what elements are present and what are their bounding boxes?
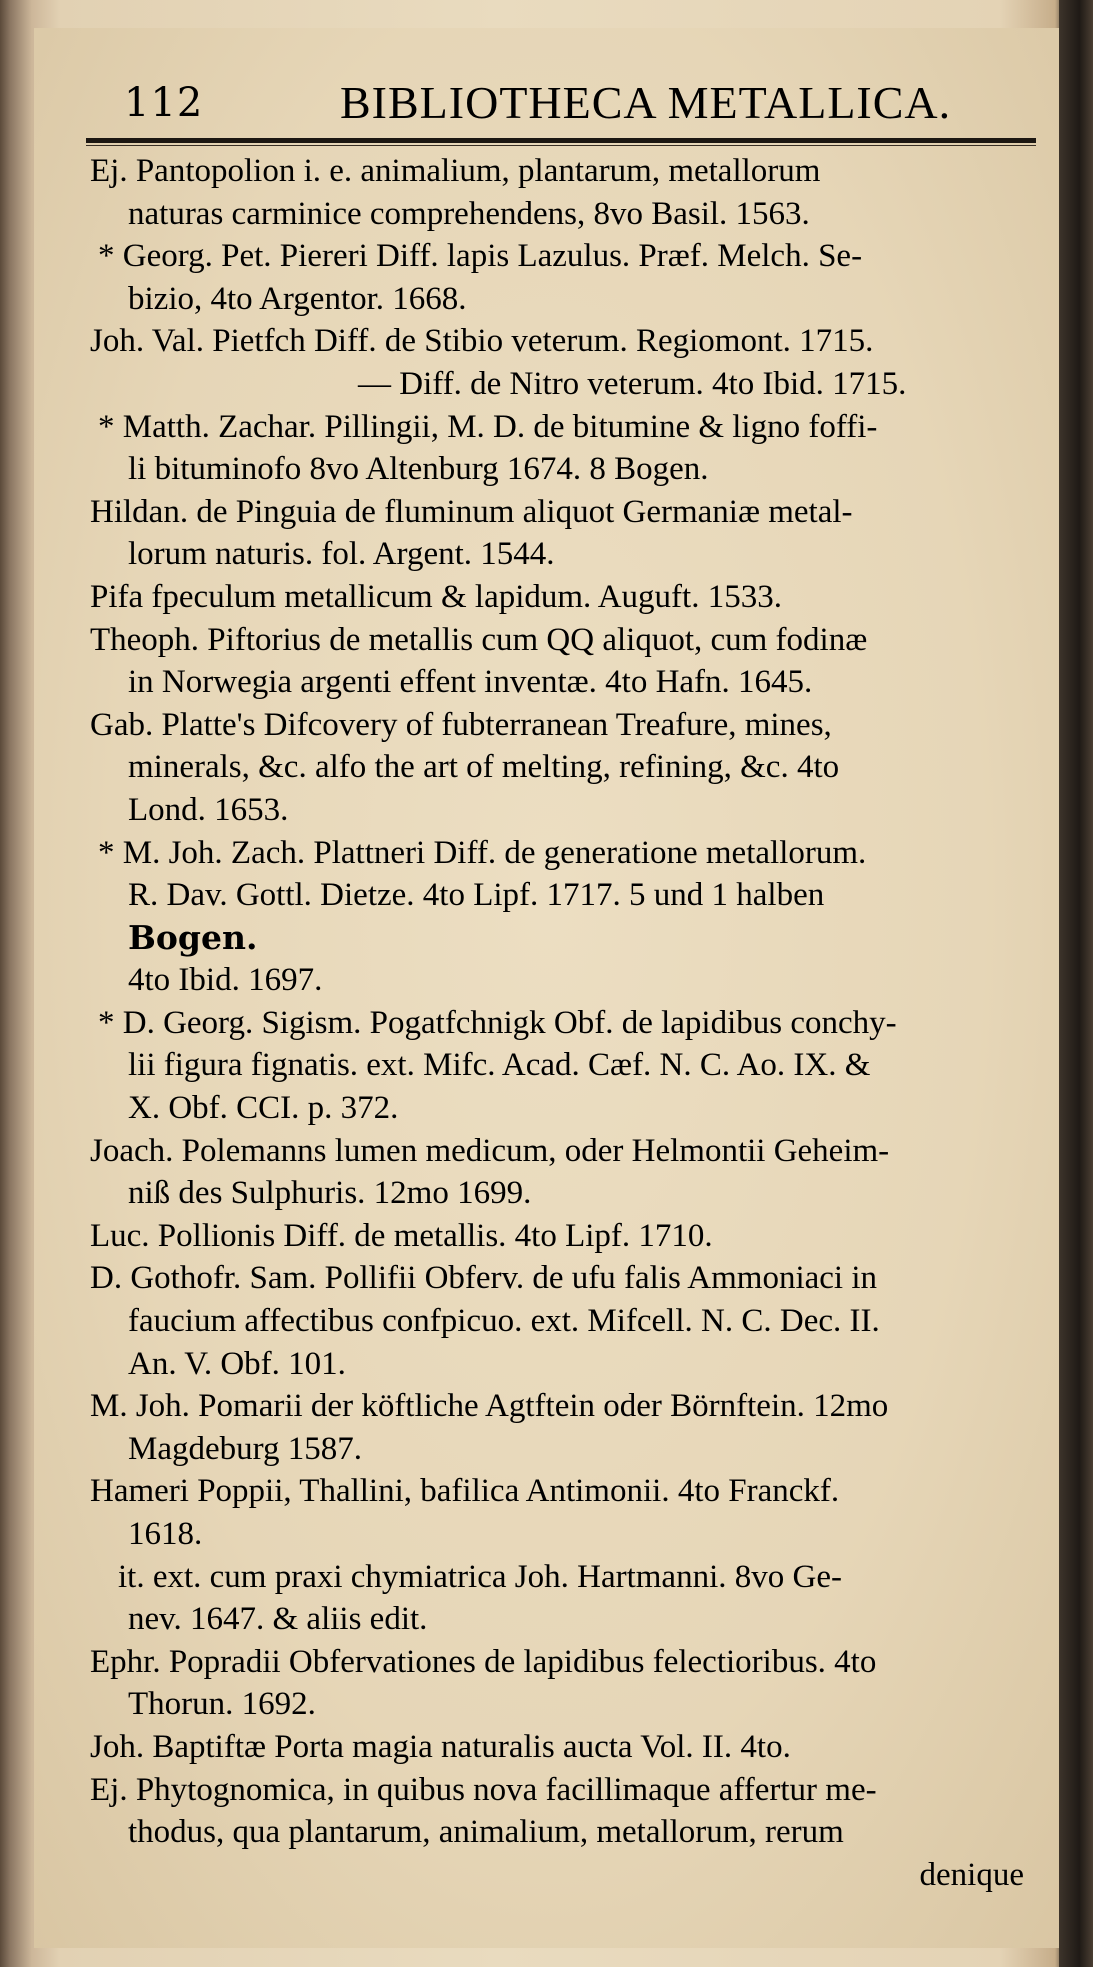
text-line: thodus, qua plantarum, animalium, metallorum, rerum (128, 1814, 844, 1851)
text-line: * Georg. Pet. Piereri Diff. lapis Lazulus. Præf. Melch. Se- (98, 238, 863, 275)
text-line: niß des Sulphuris. 12mo 1699. (128, 1175, 532, 1212)
text-line: R. Dav. Gottl. Dietze. 4to Lipf. 1717. 5 und 1 halben (128, 877, 825, 914)
text-line: Pifa fpeculum metallicum & lapidum. Auguft. 1533. (90, 578, 782, 615)
text-line: Joh. Val. Pietfch Diff. de Stibio veterum. Regiomont. 1715. (90, 323, 874, 360)
header-rule-thin (86, 145, 1036, 146)
catchword: denique (919, 1856, 1024, 1893)
text-line: Joh. Baptiftæ Porta magia naturalis aucta Vol. II. 4to. (90, 1728, 791, 1765)
text-line: li bituminofo 8vo Altenburg 1674. 8 Bogen. (128, 451, 709, 488)
page-edge (1059, 0, 1093, 1967)
text-line: Ej. Phytognomica, in quibus nova facillimaque affertur me- (90, 1771, 877, 1808)
text-line: * M. Joh. Zach. Plattneri Diff. de generatione metallorum. (98, 834, 867, 871)
page-number: 112 (124, 80, 204, 126)
text-line: Luc. Pollionis Diff. de metallis. 4to Lipf. 1710. (90, 1217, 713, 1254)
text-line: lii figura fignatis. ext. Mifc. Acad. Cæf. N. C. Ao. IX. & (128, 1047, 871, 1084)
text-line: Magdeburg 1587. (128, 1430, 363, 1467)
text-line: Thorun. 1692. (128, 1686, 316, 1723)
text-line: nev. 1647. & aliis edit. (128, 1601, 428, 1638)
header-rule (86, 138, 1036, 143)
text-line: Ephr. Popradii Obfervationes de lapidibus felectioribus. 4to (90, 1643, 877, 1680)
text-line: Joach. Polemanns lumen medicum, oder Helmontii Geheim- (90, 1132, 890, 1169)
text-line: it. ext. cum praxi chymiatrica Joh. Hartmanni. 8vo Ge- (118, 1558, 842, 1595)
text-line: * Matth. Zachar. Pillingii, M. D. de bitumine & ligno foffi- (98, 408, 878, 445)
running-title: BIBLIOTHECA METALLICA. (340, 77, 952, 128)
text-line: Theoph. Piftorius de metallis cum QQ aliquot, cum fodinæ (90, 621, 868, 658)
text-line: * D. Georg. Sigism. Pogatfchnigk Obf. de lapidibus conchy- (98, 1004, 897, 1041)
text-line: bizio, 4to Argentor. 1668. (128, 280, 467, 317)
text-line: lorum naturis. fol. Argent. 1544. (128, 536, 555, 573)
text-line: 1618. (128, 1516, 203, 1552)
text-line: faucium affectibus confpicuo. ext. Mifcell. N. C. Dec. II. (128, 1303, 880, 1340)
catalog-text (90, 150, 1048, 1896)
text-line: 4to Ibid. 1697. (128, 962, 323, 999)
text-line: M. Joh. Pomarii der köftliche Agtftein oder Börnftein. 12mo (90, 1388, 889, 1425)
text-line: — Diff. de Nitro veterum. 4to Ibid. 1715. (358, 365, 907, 402)
text-line: Gab. Platte's Difcovery of fubterranean Treafure, mines, (90, 706, 832, 743)
text-line: D. Gothofr. Sam. Pollifii Obferv. de ufu falis Ammoniaci in (90, 1260, 878, 1297)
text-line: naturas carminice comprehendens, 8vo Basil. 1563. (128, 195, 810, 232)
text-line: Bogen. (128, 917, 258, 957)
page-header (86, 74, 1046, 134)
text-line: Lond. 1653. (128, 791, 289, 828)
text-line: Hameri Poppii, Thallini, bafilica Antimonii. 4to Franckf. (90, 1473, 840, 1510)
text-line: in Norwegia argenti effent inventæ. 4to Hafn. 1645. (128, 664, 813, 701)
text-line: Ej. Pantopolion i. e. animalium, plantarum, metallorum (90, 153, 821, 189)
text-line: X. Obf. CCI. p. 372. (128, 1090, 399, 1127)
text-line: minerals, &c. alfo the art of melting, refining, &c. 4to (128, 749, 840, 786)
text-line: Hildan. de Pinguia de fluminum aliquot Germaniæ metal- (90, 493, 853, 530)
text-line: An. V. Obf. 101. (128, 1345, 346, 1382)
